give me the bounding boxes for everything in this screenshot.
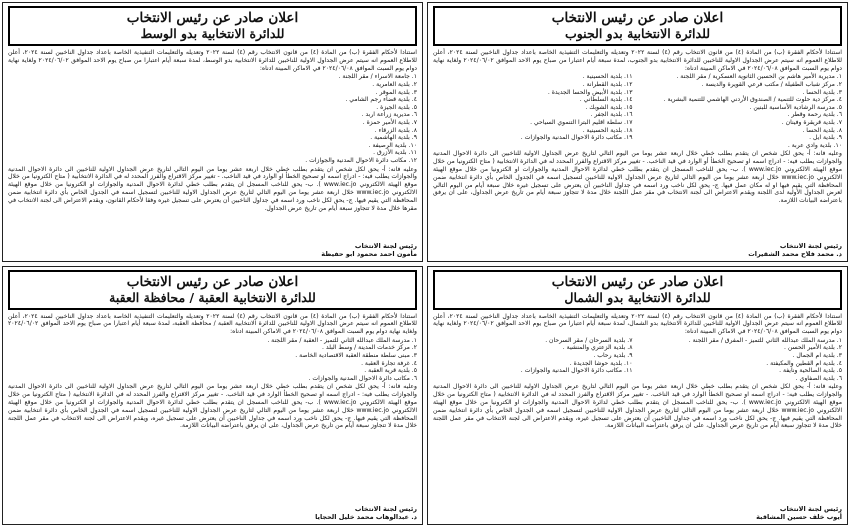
signature-block (8, 242, 417, 258)
signer-role: رئيس لجنة الانتخاب (354, 505, 417, 513)
list-item: ٨. بلدية الزرقاء . (374, 126, 417, 134)
list-item: ٢. مركز خدمات المدينة / وسط البلد . (322, 344, 417, 352)
signature-block (433, 505, 842, 521)
list-item: ٥. بلدية الصالحية ونايفة . (779, 367, 842, 375)
notice-body (8, 313, 417, 431)
list-item: ١٦. بلدية الجفر . (590, 111, 633, 119)
notice-center (2, 2, 423, 262)
notice-south (427, 2, 848, 262)
notice-header (8, 270, 417, 310)
list-item: ٣. بلدية ام الجمال . (792, 352, 842, 360)
list-item: ٥. مدرسة الرشادية الأساسية للبنين . (749, 103, 842, 111)
list-item: ٦. بلدية الصفاوي . (795, 374, 842, 382)
list-item: ١١. مكاتب دائرة الاحوال المدنية والجوازات . (520, 367, 633, 375)
list-item: ١. جامعة الاسراء / مقر اللجنة . (338, 73, 417, 81)
list-item: ٣. بلدية الحسا . (802, 88, 842, 96)
list-item: ٥. بلدية قرية العقبة . (364, 367, 417, 375)
list-item: ٢. بلدية العامرية . (372, 80, 417, 88)
notice-header (433, 270, 842, 310)
list-item: ٩. بلدية رحاب . (593, 352, 633, 360)
list-item: ١. مديرية الأمير هاشم بن الحسين الثانوية العسكرية / مقر اللجنة . (676, 73, 842, 81)
list-item: ٤. غرفة تجارة العقبة . (361, 359, 417, 367)
notice-notes: وعليه فانه: أ- يحق لكل شخص ان يتقدم بطلب خطي خلال اربعة عشر يوما من اليوم التالي لتاريخ عرض الجداول الاولية للناخبين الى دائرة الاحوال المدنية والجوازات يطلب فيه: - ادراج اسمه او تصحيح الخطأ الوارد في قيد الناخب. - تغيير مركز الاقتراع والفرز المحدد له في الدائرة الانتخابية ( متاح الكترونيا من خلال موقع الهيئة الالكتروني www.iec.jo ). ب- يحق للناخب المسجل ان يتقدم بطلب خطي لدائرة الاحوال المدنية والجوازات او الكترونيا من خلال موقع الهيئة الالكتروني www.iec.jo خلال اربعة عشر يوما من اليوم التالي لتاريخ عرض الجداول الاولية للناخبين لتسجيل اسمه في الجدول الخاص بأي دائرة انتخابية ضمن المحافظة التي يقيم فيها. ج- يحق لكل ناخب ورد اسمه في جداول الناخبين أن يعترض على تسجيل غيره، ويقدم الاعتراض الى لجنة الانتخاب في مقر عمل اللجنة خلال مدة لا تتجاوز سبعة أيام من تاريخ عرض الجداول، على ان يرفق باعتراضه البيانات اللازمة. (8, 383, 418, 430)
list-item: ٧. بلدية السرحان / مقر السرحان . (545, 336, 633, 344)
list-item: ١٩. مكاتب دائرة الاحوال المدنية والجوازات . (520, 134, 633, 142)
list-item: ٩. بلدية ايل . (809, 134, 842, 142)
list-item: ٦. بلدية رحمة وقطر . (787, 111, 842, 119)
location-list (433, 73, 842, 149)
notice-intro: استنادا لأحكام الفقرة (ب) من المادة (٤) من قانون الانتخاب رقم (٤) لسنة ٢٠٢٢ وتعديله والتعليمات التنفيذية الخاصة باعداد جداول الناخبين لسنة ٢٠٢٤، أعلن للاطلاع العموم انه سيتم عرض الجداول الاولية للناخبين للدائرة الانتخابية بدو الجنوب، لمدة سبعة أيام اعتبارا من صباح يوم الاحد الموافق ٢٠٢٤/٠٦/٠٢ ولغاية نهاية دوام يوم السبت الموافق ٢٠٢٤/٠٦/٠٨ في الاماكن المبينة ادناه: (433, 49, 843, 72)
notice-header (433, 6, 842, 46)
notice-subtitle: للدائرة الانتخابية العقبة / محافظة العقبة (109, 289, 316, 305)
notice-intro: استنادا لأحكام الفقرة (ب) من المادة (٤) من قانون الانتخاب رقم (٤) لسنة ٢٠٢٢ وتعديله والتعليمات التنفيذية الخاصة باعداد جداول الناخبين لسنة ٢٠٢٤، أعلن للاطلاع العموم انه سيتم عرض الجداول الاولية للناخبين للدائرة الانتخابية العقبة / محافظة العقبة، لمدة سبعة أيام اعتبارا من صباح يوم الاحد الموافق ٢٠٢٤/٠٦/٠٢ ولغاية نهاية دوام يوم السبت الموافق ٢٠٢٤/٠٦/٠٨ في الاماكن المبينة ادناه: (8, 312, 418, 336)
list-item: ١٢. مكاتب دائرة الاحوال المدنية والجوازات . (305, 156, 417, 164)
list-item: ٦. مديرية زراعة اربد . (361, 111, 417, 119)
signer-name: أيوب خلف حسين المشاقبة (756, 513, 842, 521)
signer-role: رئيس لجنة الانتخاب (779, 505, 842, 513)
notice-body (8, 49, 417, 212)
list-item: ١١. بلدية الأزرق . (373, 149, 417, 157)
list-item: ٢. بلدية الأمير الحسن . (784, 344, 842, 352)
list-item: ٦. مكاتب دائرة الاحوال المدنية والجوازات . (308, 374, 417, 382)
list-item: ٨. بلدية الحسا . (802, 126, 842, 134)
signer-name: د. عبدالوهاب محمد خليل الحجايا (315, 513, 417, 521)
list-item: ٧. بلدية قريقرة وفينان . (781, 118, 842, 126)
notice-aqaba (2, 266, 423, 526)
signer-name: مأمون احمد محمود ابو حفيظة (321, 249, 417, 258)
list-item: ١٠. بلدية وادي عربة . (787, 141, 842, 149)
list-item: ١. مدرسة الملك عبدالله الثاني للتميز - المفرق / مقر اللجنة . (688, 336, 842, 344)
list-item: ٢. مركز شباب الطفيلة / مكتب فرعي القويرة والديسة . (701, 80, 842, 88)
list-item: ١٧. سلطة اقليم البترا التنموي السياحي . (530, 118, 633, 126)
list-item: ٥. بلدية الجيزة . (376, 103, 417, 111)
notice-notes: وعليه فانه: أ- يحق لكل شخص ان يتقدم بطلب خطي خلال اربعة عشر يوما من اليوم التالي لتاريخ عرض الجداول الاولية للناخبين الى دائرة الاحوال المدنية والجوازات يطلب فيه: - ادراج اسمه او تصحيح الخطأ الوارد في قيد الناخب. - تغيير مركز الاقتراع والفرز المحدد له في الدائرة الانتخابية ( متاح الكترونيا من خلال موقع الهيئة الالكتروني www.iec.jo ). ب- يحق للناخب المسجل ان يتقدم بطلب خطي لدائرة الاحوال المدنية والجوازات او الكترونيا من خلال موقع الهيئة الالكتروني www.iec.jo خلال اربعة عشر يوما من اليوم التالي لتاريخ عرض الجداول الاولية للناخبين لتسجيل اسمه في الجدول الخاص بأي دائرة انتخابية ضمن المحافظة التي يقيم فيها. ج- يحق لكل ناخب ورد اسمه في جداول الناخبين أن يعترض على تسجيل غيره، ويقدم الاعتراض الى لجنة الانتخاب في مقر عمل اللجنة خلال مدة لا تتجاوز سبعة أيام من تاريخ عرض الجداول، على ان يرفق باعتراضه البيانات اللازمة. (433, 383, 843, 430)
notice-header (8, 6, 417, 46)
signature-block (8, 505, 417, 521)
signer-role: رئيس لجنة الانتخاب (779, 241, 842, 250)
list-item: ٨. بلدية الزعتري والمنشية . (562, 344, 633, 352)
notice-body (433, 49, 842, 205)
notice-notes: وعليه فانه: أ- يحق لكل شخص ان يتقدم بطلب خطي خلال اربعة عشر يوما من اليوم التالي لتاريخ عرض الجداول الاولية للناخبين الى دائرة الاحوال المدنية والجوازات يطلب فيه: - ادراج اسمه او تصحيح الخطأ او الوارد في قيد الناخب. - تغيير مركز الاقتراع والفرز المحدد له في الدائرة الانتخابية ( متاح الكترونيا من خلال موقع الهيئة الالكتروني www.iec.jo ). ب- يحق للناخب المسجل ان يتقدم بطلب خطي لدائرة الاحوال المدنية والجوازات او الكترونيا من خلال موقع الهيئة الالكتروني www.iec.jo خلال اربعة عشر يوما من اليوم التالي لتاريخ عرض الجداول الاولية للناخبين لتسجيل اسمه في الجدول الخاص بأي دائرة انتخابية ضمن المحافظة التي يقيم فيها. ج- يحق لكل ناخب ورد اسمه في جداول الناخبين أن يعترض على تسجيل غيره وفقا لأحكام القانون، ويقدم الاعتراض الى لجنة الانتخاب في مقرها خلال مدة لا تتجاوز سبعة أيام من تاريخ عرض الجداول. (8, 165, 418, 212)
notice-title: اعلان صادر عن رئيس الانتخاب (126, 10, 299, 26)
list-item: ٤. مركز دية حلوت للتنمية / الصندوق الأردني الهاشمي للتنمية البشرية . (663, 96, 842, 104)
list-item: ٣. بلدية الموقر . (375, 88, 417, 96)
location-list (172, 337, 417, 383)
notice-body (433, 313, 842, 431)
list-item: ٧. بلدية الأمير حمزة . (362, 118, 417, 126)
notice-title: اعلان صادر عن رئيس الانتخاب (551, 273, 724, 290)
list-item: ٤. بلدية ام القطين والمكيفتة . (766, 359, 842, 367)
list-item: ٩. بلدية الهاشمية . (370, 134, 417, 142)
notice-title: اعلان صادر عن رئيس الانتخاب (551, 10, 724, 26)
notice-notes: وعليه فانه: أ- يحق لكل شخص ان يتقدم بطلب خطي خلال اربعة عشر يوما من اليوم التالي لتاريخ عرض الجداول الاولية للناخبين الى دائرة الاحوال المدنية والجوازات يطلب فيه: - ادراج اسمه او تصحيح الخطأ أو الوارد في قيد الناخب. - تغيير مركز الاقتراع والفرز المحدد له في الدائرة الانتخابية ( متاح الكترونيا من خلال موقع الهيئة الالكتروني www.iec.jo ). ب- يحق للناخب المسجل ان يتقدم بطلب خطي لدائرة الاحوال المدنية والجوازات او الكترونيا من خلال موقع الهيئة الالكتروني www.iec.jo خلال اربعة عشر يوما من اليوم التالي لتاريخ عرض الجداول الاولية للناخبين لتسجيل اسمه في الجدول الخاص بأي دائرة انتخابية ضمن المحافظة التي يقيم فيها او له مكان عمل فيها. ج- يحق لكل ناخب ورد اسمه في جداول الناخبين أن يعترض على تسجيل غيره خلال سبعة أيام من اليوم التالي لعرض الجداول الأولية لدى اللجنة ويقدم الاعتراض الى لجنة الانتخاب في مقر عمل اللجنة خلال مدة لا تتجاوز سبعة أيام من تاريخ عرض الجداول، على ان يرفق باعتراضه البيانات اللازمة. (433, 150, 843, 205)
list-item: ١٣. بلدية الأبيض والحسا الجديدة . (547, 88, 633, 96)
list-item: ٣. مبنى سلطة منطقة العقبة الاقتصادية الخاصة . (295, 352, 417, 360)
notice-north (427, 266, 848, 526)
list-item: ٤. بلدية قضاء رجم الشامي . (345, 96, 417, 104)
list-item: ١١. بلدية الحسينية . (582, 73, 633, 81)
list-item: ١٠. بلدية الرصيفة . (368, 141, 417, 149)
list-item: ١. مدرسة الملك عبدالله الثاني للتميز - العقبة / مقر اللجنة . (267, 336, 417, 344)
list-item: ١٢. بلدية القطرانة . (582, 80, 633, 88)
notice-subtitle: للدائرة الانتخابية بدو الجنوب (564, 26, 711, 41)
notice-subtitle: للدائرة الانتخابية بدو الوسط (140, 26, 285, 41)
notice-intro: استنادا لأحكام الفقرة (ب) من المادة (٤) من قانون الانتخاب رقم (٤) لسنة ٢٠٢٢ وتعديله والتعليمات التنفيذية الخاصة باعداد جداول الناخبين لسنة ٢٠٢٤، أعلن للاطلاع العموم انه سيتم عرض الجداول الاولية للناخبين للدائرة الانتخابية بدو الشمال، لمدة سبعة أيام اعتبارا من صباح يوم الاحد الموافق ٢٠٢٤/٠٦/٠٢ ولغاية نهاية دوام يوم السبت الموافق ٢٠٢٤/٠٦/٠٨ في الاماكن المبينة ادناه: (433, 312, 843, 336)
list-item: ١٠. بلدية حوشا الجديدة . (569, 359, 633, 367)
signer-name: د. محمد فلاح محمد الشقيرات (748, 249, 842, 258)
notice-title: اعلان صادر عن رئيس الانتخاب (126, 273, 299, 290)
location-list (433, 337, 842, 383)
signer-role: رئيس لجنة الانتخاب (354, 241, 417, 250)
notice-subtitle: للدائرة الانتخابية بدو الشمال (564, 289, 711, 305)
list-item: ١٤. بلدية السلطاني . (579, 96, 633, 104)
signature-block (433, 242, 842, 258)
location-list (172, 73, 417, 164)
list-item: ١٥. بلدية الشوبك . (585, 103, 633, 111)
notice-intro: استنادا لأحكام الفقرة (ب) من المادة (٤) من قانون الانتخاب رقم (٤) لسنة ٢٠٢٢ وتعديله والتعليمات التنفيذية الخاصة باعداد جداول الناخبين لسنة ٢٠٢٤، أعلن للاطلاع العموم انه سيتم عرض الجداول الاولية للناخبين للدائرة الانتخابية بدو الوسط، لمدة سبعة أيام اعتبارا من صباح يوم الاحد الموافق ٢٠٢٤/٠٦/٠٢ ولغاية نهاية دوام يوم السبت الموافق ٢٠٢٤/٠٦/٠٨ في الاماكن المبينة ادناه: (8, 49, 418, 72)
list-item: ١٨. بلدية الحسينية . (582, 126, 633, 134)
